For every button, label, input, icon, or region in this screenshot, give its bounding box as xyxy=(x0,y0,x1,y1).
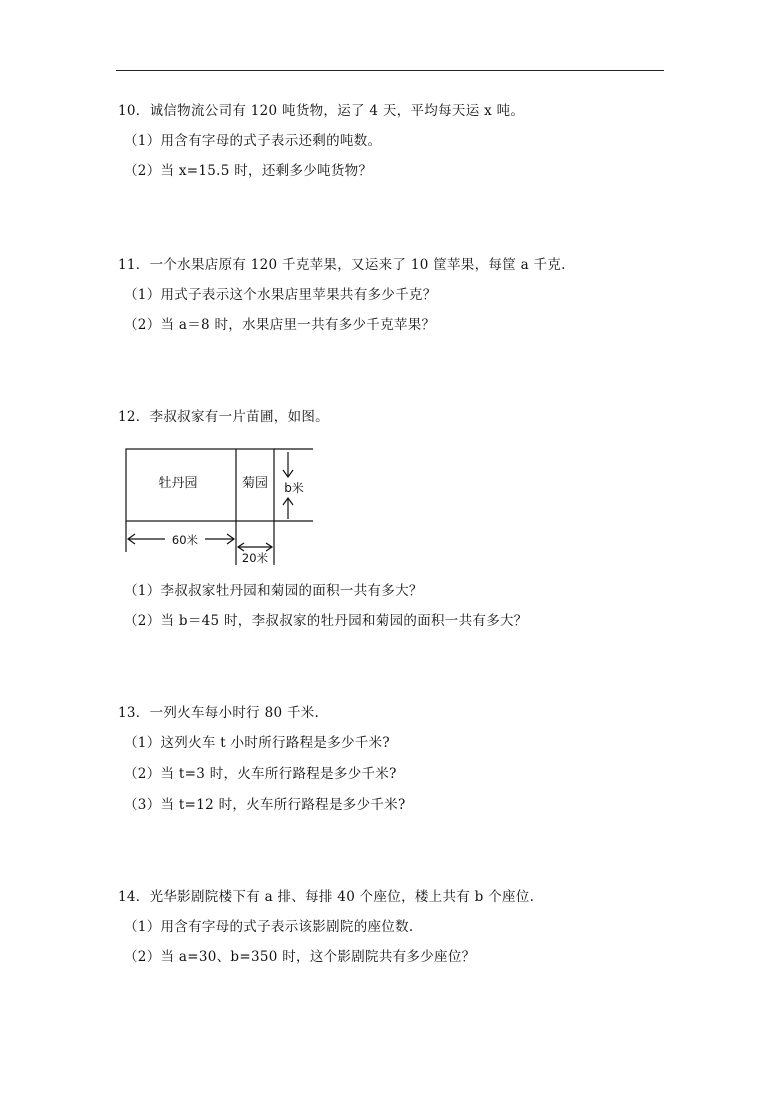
question-13-part-3: （3）当 t=12 时，火车所行路程是多少千米? xyxy=(124,797,406,813)
chrysanthemum-garden-label: 菊园 xyxy=(241,476,269,491)
header-rule xyxy=(116,70,664,71)
question-11-stem: 11．一个水果店原有 120 千克苹果，又运来了 10 筐苹果，每筐 a 千克. xyxy=(118,257,566,273)
question-10-stem: 10．诚信物流公司有 120 吨货物，运了 4 天，平均每天运 x 吨。 xyxy=(118,103,525,119)
question-14-part-2: （2）当 a=30、b=350 时，这个影剧院共有多少座位？ xyxy=(124,949,476,965)
peony-width-label: 60米 xyxy=(171,533,199,547)
question-13-stem: 13．一列火车每小时行 80 千米. xyxy=(118,705,320,721)
chrysanthemum-width-label: 20米 xyxy=(241,551,269,565)
question-10-part-1: （1）用含有字母的式子表示还剩的吨数。 xyxy=(124,133,382,149)
nursery-diagram xyxy=(110,440,330,570)
question-14-part-1: （1）用含有字母的式子表示该影剧院的座位数. xyxy=(124,919,414,935)
peony-garden-label: 牡丹园 xyxy=(158,476,198,491)
question-11-part-1: （1）用式子表示这个水果店里苹果共有多少千克？ xyxy=(124,287,437,303)
question-12-part-1: （1）李叔叔家牡丹园和菊园的面积一共有多大？ xyxy=(124,583,423,599)
question-11-part-2: （2）当 a＝8 时，水果店里一共有多少千克苹果？ xyxy=(124,317,436,333)
question-13-part-2: （2）当 t=3 时，火车所行路程是多少千米? xyxy=(124,766,397,782)
question-13-part-1: （1）这列火车 t 小时所行路程是多少千米? xyxy=(124,735,390,751)
question-10-part-2: （2）当 x=15.5 时，还剩多少吨货物？ xyxy=(124,163,373,179)
question-12-stem: 12．李叔叔家有一片苗圃，如图。 xyxy=(118,409,329,425)
question-14-stem: 14．光华影剧院楼下有 a 排、每排 40 个座位，楼上共有 b 个座位. xyxy=(118,889,535,905)
question-12-part-2: （2）当 b＝45 时，李叔叔家的牡丹园和菊园的面积一共有多大？ xyxy=(124,613,528,629)
height-label: b米 xyxy=(284,481,304,495)
